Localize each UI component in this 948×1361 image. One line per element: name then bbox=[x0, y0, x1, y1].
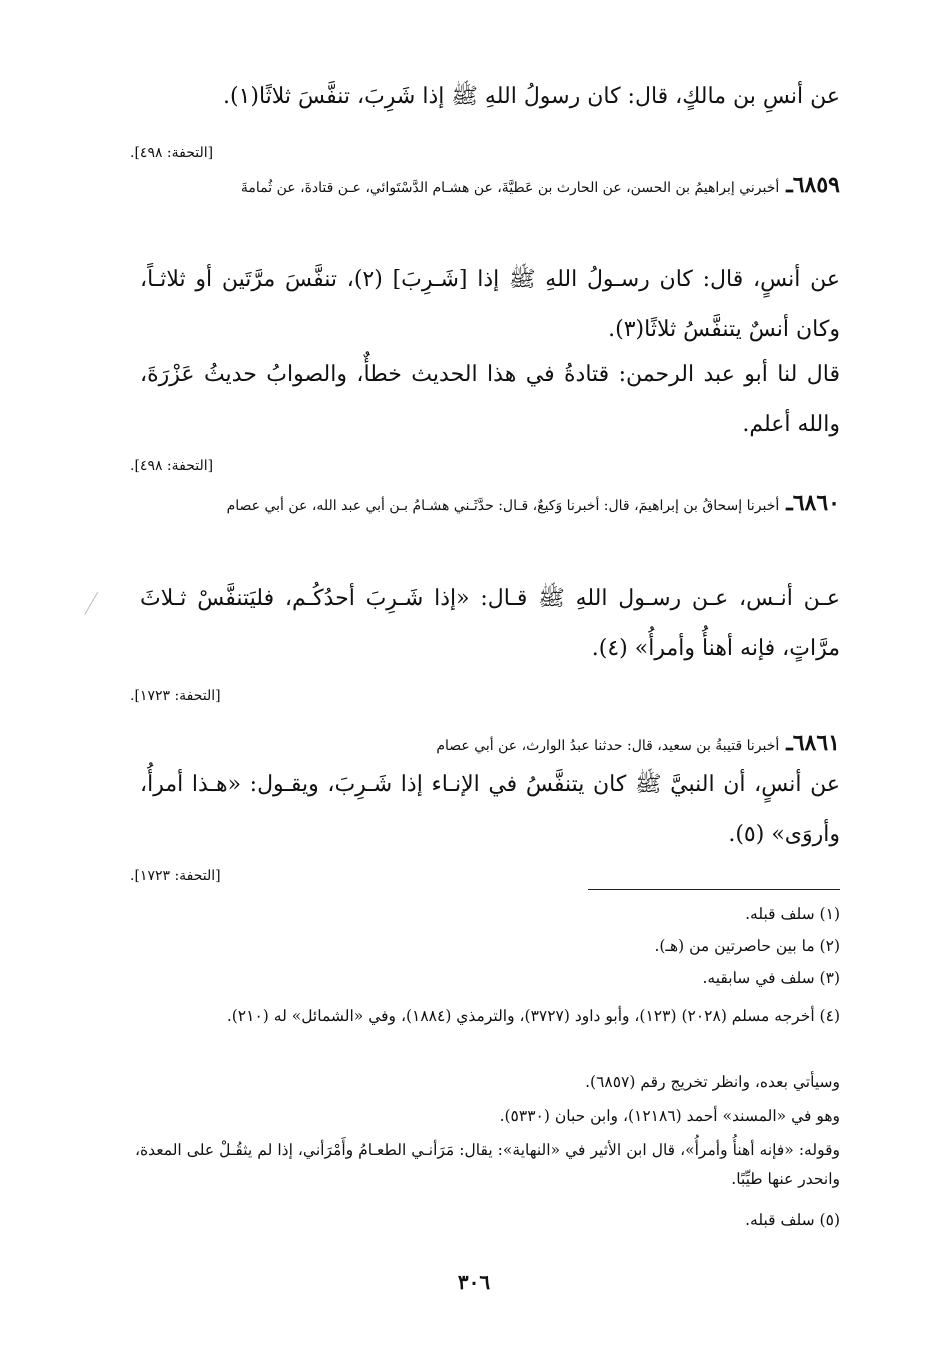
hadith-6859-comment: قال لنا أبو عبد الرحمن: قتادةُ في هذا الحديث خطأٌ، والصوابُ حديثُ عَزْرَةَ، والله أعلم. bbox=[140, 362, 840, 437]
hadith-number: ٦٨٦١ـ bbox=[786, 730, 840, 756]
hadith-isnad: أخبرني إبراهيمُ بن الحسن، عن الحارث بن عَطيَّةَ، عن هشـام الدَّسْتَوائي، عـن قتادةَ، عن ثُمامةَ bbox=[240, 180, 780, 196]
hadith-6860-matn: عـن أنـس، عـن رسـول اللهِ ﷺ قـال: «إذا شَـرِبَ أحدُكُـم، فليَتنفَّسْ ثـلاثَ مرَّاتٍ، فإنه أهنأُ وأمرأُ» (٤). bbox=[140, 586, 840, 661]
hadith-number: ٦٨٥٩ـ bbox=[786, 172, 840, 198]
footnote-4-see-also: وسيأتي بعده، وانظر تخريج رقم (٦٨٥٧). bbox=[585, 1073, 840, 1091]
footnote-3: (٣) سلف في سابقيه. bbox=[702, 969, 840, 987]
margin-pencil-mark bbox=[84, 592, 107, 620]
hadith-isnad: أخبرنا إسحاقُ بن إبراهيمَ، قال: أخبرنا وَكيعٌ، قـال: حدَّثَـني هشـامُ بـن أبي عبد الله، عن أبي عصام bbox=[226, 498, 780, 514]
tuhfa-ref-1: [التحفة: ٤٩٨]. bbox=[130, 145, 214, 161]
footnote-4-explanation: وقوله: «فإنه أهنأُ وأمرأُ»، قال ابن الأثير في «النهاية»: يقال: مَرَأنـي الطعـامُ وأَمْرَأني، إذا لم يثقُـلْ على المعدة، وانحدر عنها طيِّبًا. bbox=[135, 1141, 840, 1188]
page-number: ٣٠٦ bbox=[457, 1270, 491, 1294]
hadith-6859 bbox=[140, 160, 840, 213]
tuhfa-ref-4: [التحفة: ١٧٢٣]. bbox=[130, 868, 221, 884]
hadith-6859-matn: عن أنسٍ، قال: كان رسـولُ اللهِ ﷺ إذا [شَـرِبَ] (٢)، تنفَّسَ مرَّتَين أو ثلاثـاً، وكان أنسٌ يتنفَّسُ ثلاثًا(٣). bbox=[140, 267, 840, 342]
footnote-4: (٤) أخرجه مسلم (٢٠٢٨) (١٢٣)، وأبو داود (٣٧٢٧)، والترمذي (١٨٨٤)، وفي «الشمائل» له (٢١٠). bbox=[226, 1007, 840, 1025]
footnote-5: (٥) سلف قبله. bbox=[745, 1211, 840, 1229]
tuhfa-ref-3: [التحفة: ١٧٢٣]. bbox=[130, 688, 221, 704]
hadith-6861-matn: عن أنسٍ، أن النبيَّ ﷺ كان يتنفَّسُ في الإنـاء إذا شَـرِبَ، ويقـول: «هـذا أمرأُ، وأروَى» (٥). bbox=[140, 772, 840, 847]
footnote-4-sources: وهو في «المسند» أحمد (١٢١٨٦)، وابن حبان (٥٣٣٠). bbox=[499, 1107, 840, 1125]
hadith-isnad: أخبرنا قتيبةُ بن سعيد، قال: حدثنا عبدُ الوارث، عن أبي عصام bbox=[436, 738, 780, 754]
hadith-number: ٦٨٦٠ـ bbox=[786, 490, 840, 516]
top-line-text: عن أنسِ بن مالكٍ، قال: كان رسولُ اللهِ ﷺ إذا شَرِبَ، تنفَّسَ ثلاثًا(١). bbox=[222, 84, 840, 109]
top-line bbox=[140, 72, 840, 122]
footnote-separator bbox=[588, 889, 840, 890]
hadith-6860 bbox=[140, 478, 840, 531]
tuhfa-ref-2: [التحفة: ٤٩٨]. bbox=[130, 458, 214, 474]
footnote-2: (٢) ما بين حاصرتين من (هـ). bbox=[654, 937, 840, 955]
footnote-1: (١) سلف قبله. bbox=[745, 905, 840, 923]
